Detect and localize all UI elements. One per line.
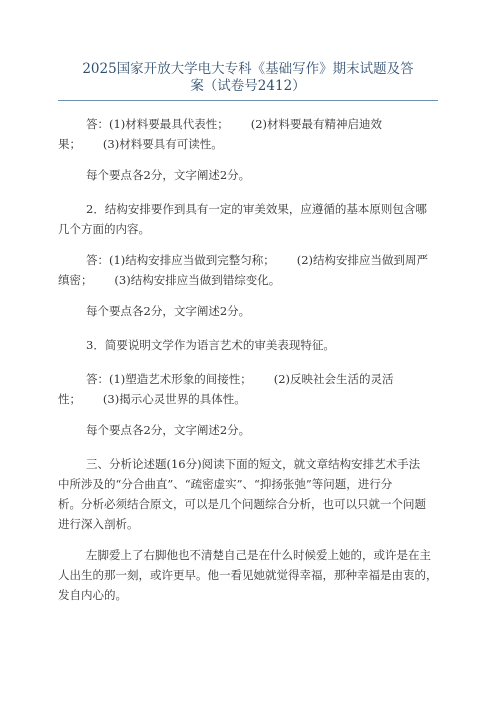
answer-line: 答：(1)塑造艺术形象的间接性； (2)反映社会生活的灵活 (86, 372, 394, 386)
answer-line: 答：(1)结构安排应当做到完整匀称； (2)结构安排应当做到周严 (86, 253, 429, 267)
scoring-note: 每个要点各2分，文字阐述2分。 (86, 423, 251, 437)
title-line-1: 2025国家开放大学电大专科《基础写作》期末试题及答 (82, 61, 414, 77)
passage-line: 左脚爱上了右脚他也不清楚自己是在什么时候爱上她的，或许是在主 (86, 548, 431, 562)
section-heading-line: 三、分析论述题(16分)阅读下面的短文，就文章结构安排艺术手法 (86, 457, 421, 471)
question-line: 3．简要说明文学作为语言艺术的审美表现特征。 (86, 338, 335, 352)
title-divider (58, 100, 438, 101)
answer-line: 答：(1)材料要最具代表性； (2)材料要最有精神启迪效 (86, 117, 383, 131)
document-title (56, 60, 440, 96)
question-line: 2．结构安排要作到具有一定的审美效果，应遵循的基本原则包含哪 (86, 202, 427, 216)
section-text-line: 析。分析必须结合原文，可以是几个问题综合分析，也可以只就一个问题 (58, 497, 426, 511)
section-text-line: 进行深入剖析。 (58, 517, 139, 531)
passage-line: 发自内心的。 (58, 588, 127, 602)
section-text-line: 中所涉及的“分合曲直”、“疏密虚实”、“抑扬张弛”等问题，进行分 (58, 477, 393, 491)
answer-line: 果； (3)材料要具有可读性。 (58, 137, 223, 151)
answer-line: 缜密； (3)结构安排应当做到错综变化。 (58, 273, 281, 287)
question-line: 几个方面的内容。 (58, 222, 150, 236)
answer-line: 性； (3)揭示心灵世界的具体性。 (58, 392, 246, 406)
passage-line: 人出生的那一刻，或许更早。他一看见她就觉得幸福，那种幸福是由衷的， (58, 568, 438, 582)
scoring-note: 每个要点各2分，文字阐述2分。 (86, 168, 251, 182)
scoring-note: 每个要点各2分，文字阐述2分。 (86, 304, 251, 318)
title-line-2: 案（试卷号2412） (190, 78, 306, 94)
